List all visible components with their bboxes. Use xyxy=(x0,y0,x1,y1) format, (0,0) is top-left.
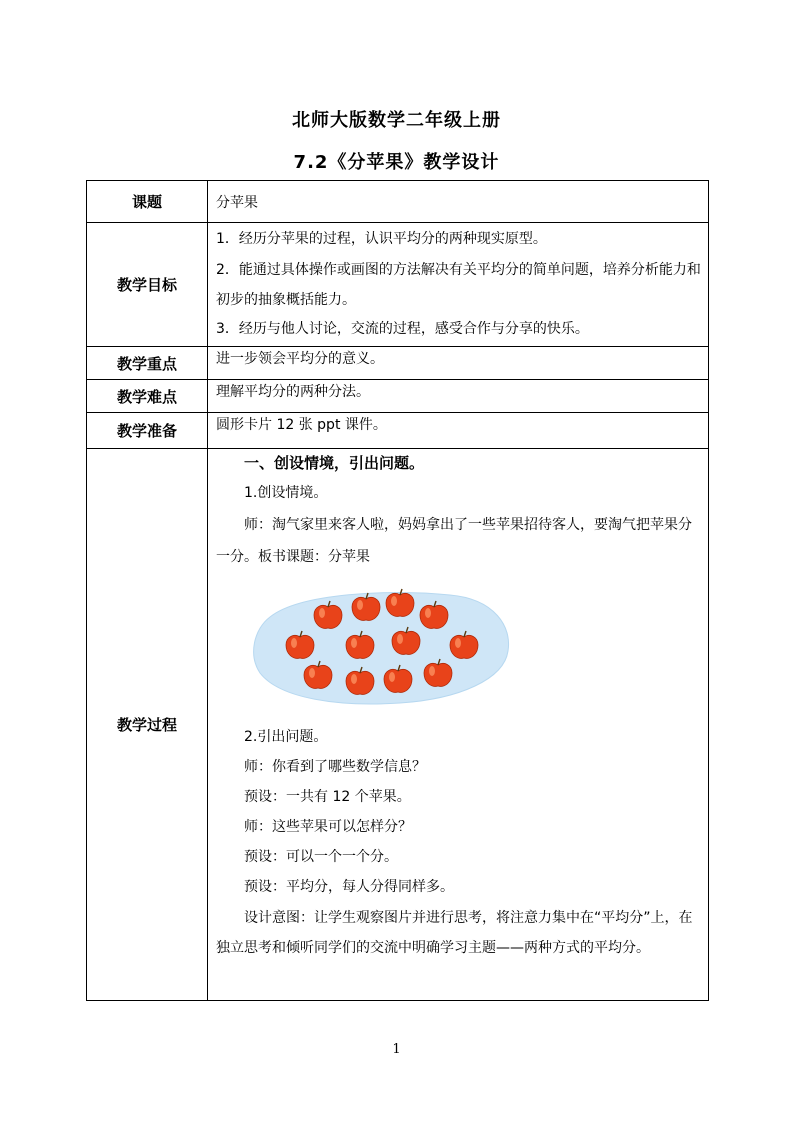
value-topic: 分苹果 xyxy=(208,181,709,223)
label-topic: 课题 xyxy=(87,181,208,223)
row-prep xyxy=(87,413,709,449)
value-key: 进一步领会平均分的意义。 xyxy=(208,347,709,380)
paragraph: 师：你看到了哪些数学信息？ xyxy=(244,759,426,775)
label-key: 教学重点 xyxy=(87,347,208,380)
label-prep: 教学准备 xyxy=(87,413,208,449)
value-goals xyxy=(208,223,709,347)
document-title: 北师大版数学二年级上册 xyxy=(292,110,501,131)
lesson-plan-table xyxy=(86,180,709,1001)
value-difficulty: 理解平均分的两种分法。 xyxy=(208,380,709,413)
row-process xyxy=(87,449,709,1001)
paragraph: 预设：平均分，每人分得同样多。 xyxy=(244,879,454,895)
paragraph: 师：这些苹果可以怎样分？ xyxy=(244,819,412,835)
label-process: 教学过程 xyxy=(87,449,208,1001)
section-heading: 一、创设情境，引出问题。 xyxy=(244,454,425,472)
document-subtitle: 7.2《分苹果》教学设计 xyxy=(293,152,500,173)
row-topic xyxy=(87,181,709,223)
paragraph: 预设：一共有 12 个苹果。 xyxy=(244,789,411,805)
paragraph: 设计意图：让学生观察图片并进行思考，将注意力集中在“平均分”上，在独立思考和倾听同学们的交流中明确学习主题——两种方式的平均分。 xyxy=(216,910,693,956)
step-heading: 1.创设情境。 xyxy=(244,485,328,501)
row-difficulty xyxy=(87,380,709,413)
paragraph: 师：淘气家里来客人啦，妈妈拿出了一些苹果招待客人，要淘气把苹果分一分。板书课题：分苹果 xyxy=(216,517,692,565)
goal-item: 2．能通过具体操作或画图的方法解决有关平均分的简单问题，培养分析能力和初步的抽象概括能力。 xyxy=(216,262,701,308)
apple-plate-image xyxy=(250,587,512,707)
goal-item: 1．经历分苹果的过程，认识平均分的两种现实原型。 xyxy=(216,231,547,247)
page-number: 1 xyxy=(392,1042,401,1057)
goal-item: 3．经历与他人讨论，交流的过程，感受合作与分享的快乐。 xyxy=(216,321,589,337)
step-heading: 2.引出问题。 xyxy=(244,729,328,745)
value-prep: 圆形卡片 12 张 ppt 课件。 xyxy=(208,413,709,449)
row-goals xyxy=(87,223,709,347)
paragraph: 预设：可以一个一个分。 xyxy=(244,849,398,865)
label-difficulty: 教学难点 xyxy=(87,380,208,413)
value-process xyxy=(208,449,709,1001)
row-key xyxy=(87,347,709,380)
label-goals: 教学目标 xyxy=(87,223,208,347)
apples-illustration xyxy=(250,587,702,713)
